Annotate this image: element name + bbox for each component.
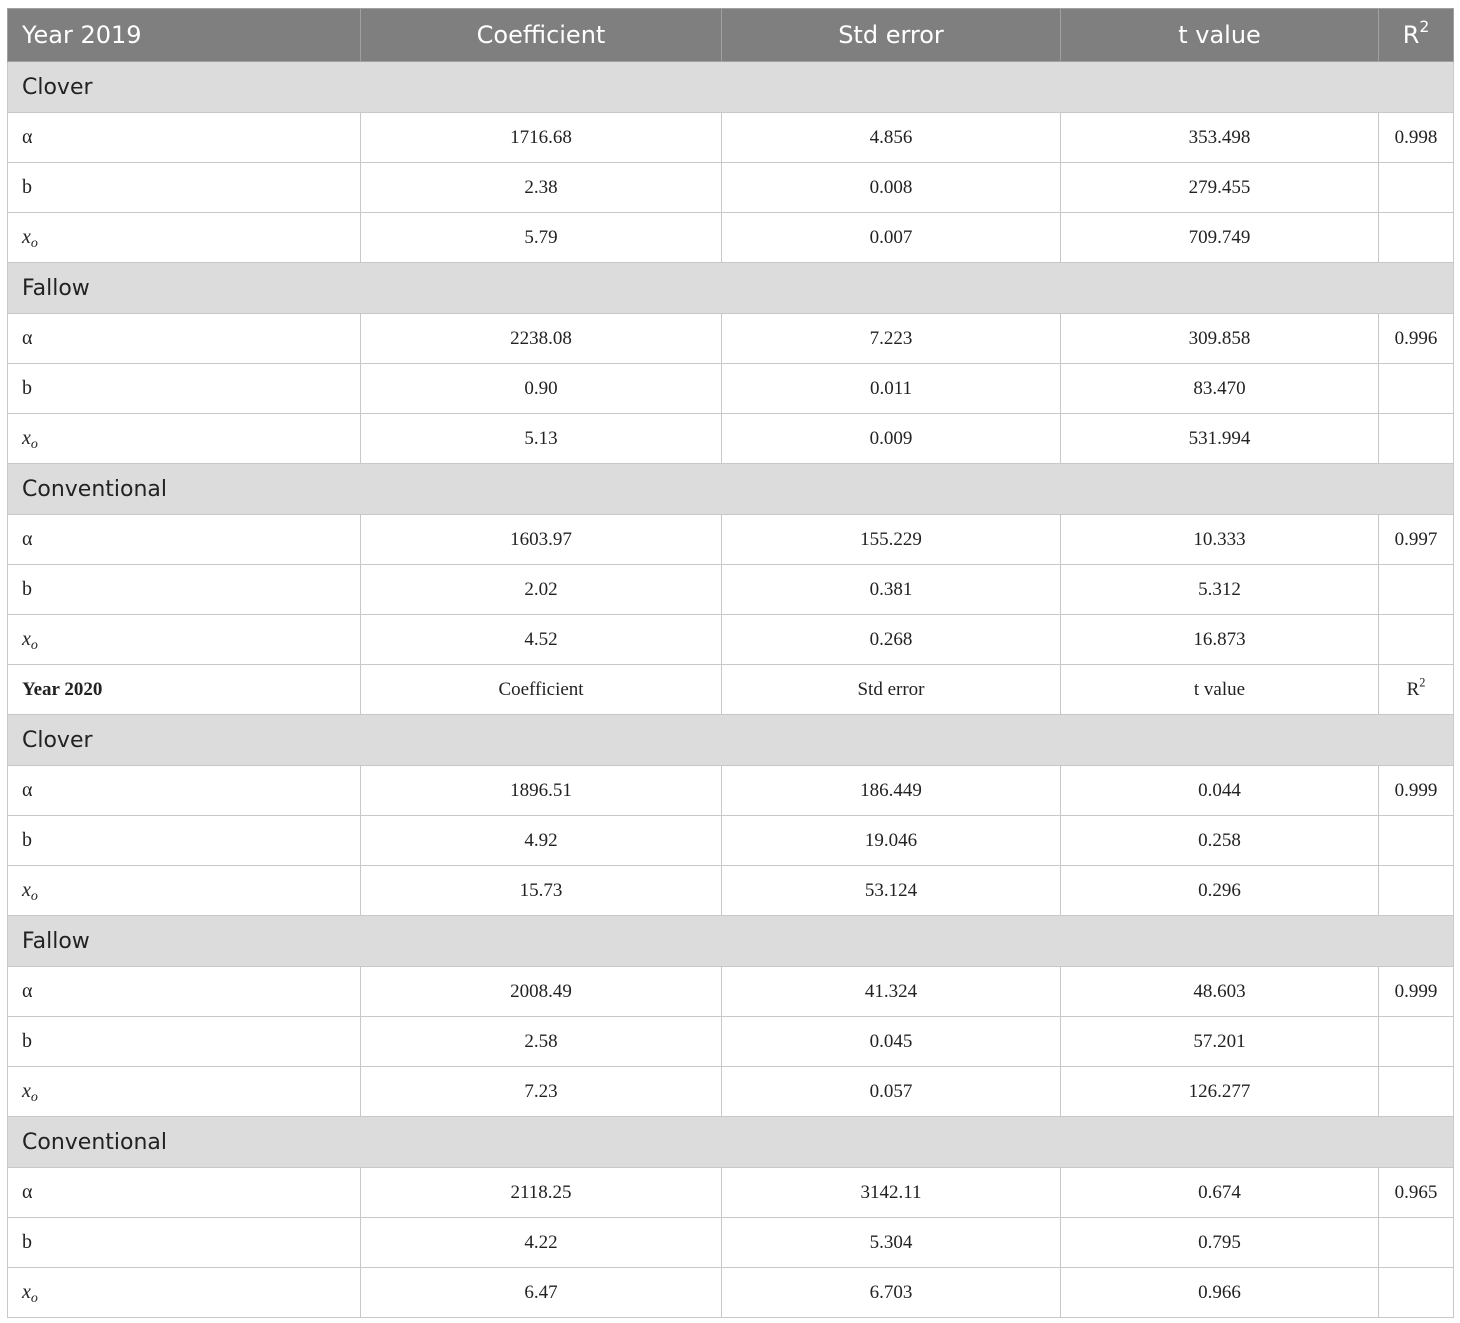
coefficient-cell: 1896.51 — [361, 766, 722, 816]
param-b: b — [8, 364, 361, 414]
t-value-cell: 279.455 — [1061, 163, 1379, 213]
std-error-cell: 0.007 — [722, 213, 1061, 263]
t-value-cell: 709.749 — [1061, 213, 1379, 263]
group-label: Conventional — [8, 464, 1454, 515]
year-2020-header-row — [8, 665, 1454, 715]
table-row — [8, 515, 1454, 565]
std-error-cell: 7.223 — [722, 314, 1061, 364]
t-value-cell: 16.873 — [1061, 615, 1379, 665]
r-squared-cell: 0.965 — [1379, 1168, 1454, 1218]
group-label: Clover — [8, 715, 1454, 766]
group-label: Clover — [8, 62, 1454, 113]
t-value-cell: 0.966 — [1061, 1268, 1379, 1318]
coefficient-cell: 4.52 — [361, 615, 722, 665]
param-b: b — [8, 1017, 361, 1067]
coefficient-cell: 2.02 — [361, 565, 722, 615]
t-value-cell: 0.674 — [1061, 1168, 1379, 1218]
r-squared-cell — [1379, 1067, 1454, 1117]
r-squared-cell — [1379, 565, 1454, 615]
std-error-cell: 0.011 — [722, 364, 1061, 414]
std-error-cell: 186.449 — [722, 766, 1061, 816]
coefficient-cell: 15.73 — [361, 866, 722, 916]
r-squared-cell: 0.998 — [1379, 113, 1454, 163]
coefficient-cell: 0.90 — [361, 364, 722, 414]
table-row — [8, 1168, 1454, 1218]
group-row — [8, 263, 1454, 314]
r-squared-cell — [1379, 364, 1454, 414]
param-x0: $x_o$ — [8, 615, 361, 665]
table-row — [8, 113, 1454, 163]
table-row — [8, 816, 1454, 866]
std-error-cell: 41.324 — [722, 967, 1061, 1017]
std-error-cell: 0.045 — [722, 1017, 1061, 1067]
coefficient-cell: 1603.97 — [361, 515, 722, 565]
group-row — [8, 916, 1454, 967]
group-row — [8, 1117, 1454, 1168]
param-b: b — [8, 816, 361, 866]
std-error-cell: 53.124 — [722, 866, 1061, 916]
table-header-row — [8, 9, 1454, 62]
param-alpha: α — [8, 766, 361, 816]
coefficient-cell: 5.13 — [361, 414, 722, 464]
header-t-value: t value — [1061, 9, 1379, 62]
param-alpha: α — [8, 314, 361, 364]
subheader-std-error: Std error — [722, 665, 1061, 715]
param-alpha: α — [8, 967, 361, 1017]
coefficient-cell: 7.23 — [361, 1067, 722, 1117]
table-row — [8, 766, 1454, 816]
table-row — [8, 163, 1454, 213]
table-row — [8, 364, 1454, 414]
header-coefficient: Coefficient — [361, 9, 722, 62]
coefficient-cell: 4.92 — [361, 816, 722, 866]
r-squared-cell — [1379, 1218, 1454, 1268]
regression-table — [7, 8, 1454, 1318]
coefficient-cell: 6.47 — [361, 1268, 722, 1318]
t-value-cell: 309.858 — [1061, 314, 1379, 364]
table-row — [8, 565, 1454, 615]
coefficient-cell: 2008.49 — [361, 967, 722, 1017]
std-error-cell: 5.304 — [722, 1218, 1061, 1268]
r-squared-cell: 0.996 — [1379, 314, 1454, 364]
group-label: Fallow — [8, 263, 1454, 314]
table-row — [8, 1218, 1454, 1268]
std-error-cell: 0.008 — [722, 163, 1061, 213]
subheader-t-value: t value — [1061, 665, 1379, 715]
table-row — [8, 213, 1454, 263]
t-value-cell: 57.201 — [1061, 1017, 1379, 1067]
coefficient-cell: 4.22 — [361, 1218, 722, 1268]
param-x0: $x_o$ — [8, 1067, 361, 1117]
table-row — [8, 1017, 1454, 1067]
group-label: Conventional — [8, 1117, 1454, 1168]
std-error-cell: 4.856 — [722, 113, 1061, 163]
std-error-cell: 3142.11 — [722, 1168, 1061, 1218]
r-squared-cell: 0.997 — [1379, 515, 1454, 565]
r-squared-cell — [1379, 163, 1454, 213]
coefficient-cell: 5.79 — [361, 213, 722, 263]
r-squared-cell — [1379, 866, 1454, 916]
header-year: Year 2019 — [8, 9, 361, 62]
std-error-cell: 0.381 — [722, 565, 1061, 615]
std-error-cell: 155.229 — [722, 515, 1061, 565]
header-r-squared: $R^2$ — [1379, 9, 1454, 62]
std-error-cell: 0.057 — [722, 1067, 1061, 1117]
table-row — [8, 866, 1454, 916]
subheader-year: Year 2020 — [8, 665, 361, 715]
coefficient-cell: 2.38 — [361, 163, 722, 213]
r-squared-cell — [1379, 816, 1454, 866]
r-squared-cell — [1379, 213, 1454, 263]
std-error-cell: 0.268 — [722, 615, 1061, 665]
param-b: b — [8, 163, 361, 213]
table-row — [8, 414, 1454, 464]
t-value-cell: 126.277 — [1061, 1067, 1379, 1117]
table-row — [8, 967, 1454, 1017]
std-error-cell: 0.009 — [722, 414, 1061, 464]
param-b: b — [8, 565, 361, 615]
group-row — [8, 715, 1454, 766]
subheader-coefficient: Coefficient — [361, 665, 722, 715]
t-value-cell: 0.795 — [1061, 1218, 1379, 1268]
table-row — [8, 314, 1454, 364]
coefficient-cell: 2118.25 — [361, 1168, 722, 1218]
param-x0: $x_o$ — [8, 414, 361, 464]
param-x0: $x_o$ — [8, 866, 361, 916]
param-b: b — [8, 1218, 361, 1268]
t-value-cell: 83.470 — [1061, 364, 1379, 414]
r-squared-cell — [1379, 1268, 1454, 1318]
r-squared-cell — [1379, 1017, 1454, 1067]
t-value-cell: 48.603 — [1061, 967, 1379, 1017]
r-squared-cell: 0.999 — [1379, 967, 1454, 1017]
param-alpha: α — [8, 1168, 361, 1218]
param-x0: $x_o$ — [8, 213, 361, 263]
subheader-r-squared: $R^2$ — [1379, 665, 1454, 715]
table-row — [8, 1268, 1454, 1318]
std-error-cell: 6.703 — [722, 1268, 1061, 1318]
t-value-cell: 0.258 — [1061, 816, 1379, 866]
t-value-cell: 5.312 — [1061, 565, 1379, 615]
r-squared-cell — [1379, 414, 1454, 464]
group-label: Fallow — [8, 916, 1454, 967]
t-value-cell: 10.333 — [1061, 515, 1379, 565]
group-row — [8, 62, 1454, 113]
std-error-cell: 19.046 — [722, 816, 1061, 866]
t-value-cell: 0.044 — [1061, 766, 1379, 816]
t-value-cell: 353.498 — [1061, 113, 1379, 163]
t-value-cell: 531.994 — [1061, 414, 1379, 464]
param-alpha: α — [8, 515, 361, 565]
table-row — [8, 615, 1454, 665]
param-alpha: α — [8, 113, 361, 163]
param-x0: $x_o$ — [8, 1268, 361, 1318]
coefficient-cell: 2.58 — [361, 1017, 722, 1067]
table-row — [8, 1067, 1454, 1117]
r-squared-cell — [1379, 615, 1454, 665]
coefficient-cell: 2238.08 — [361, 314, 722, 364]
group-row — [8, 464, 1454, 515]
r-squared-cell: 0.999 — [1379, 766, 1454, 816]
coefficient-cell: 1716.68 — [361, 113, 722, 163]
t-value-cell: 0.296 — [1061, 866, 1379, 916]
header-std-error: Std error — [722, 9, 1061, 62]
